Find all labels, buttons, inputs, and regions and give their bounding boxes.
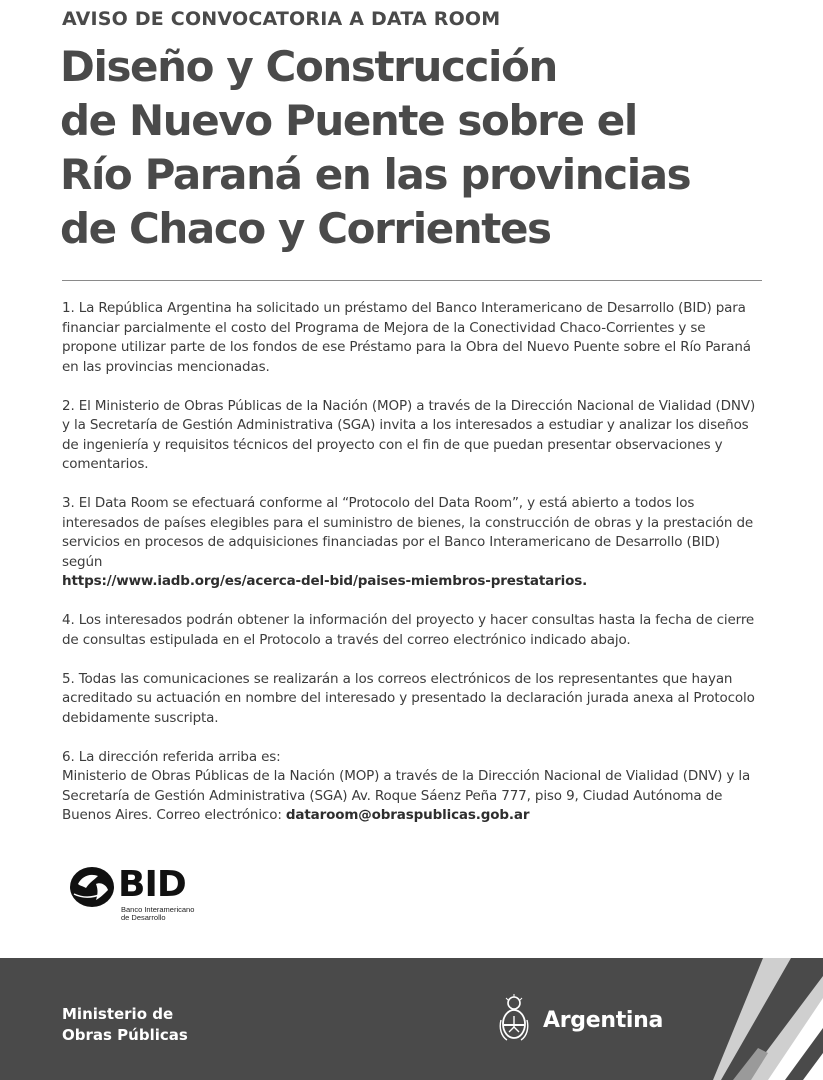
footer [0, 958, 823, 1080]
paragraph-3-text: 3. El Data Room se efectuará conforme al “Protocolo del Data Room”, y está abierto a todos los interesados de países elegibles para el suministro de bienes, la construcción de obras y la prestación de servicios en procesos de adquisiciones financiadas por el Banco Interamericano de Desarrollo (BID) según [62, 495, 754, 570]
paragraph-6-intro: 6. La dirección referida arriba es: [62, 748, 281, 765]
title-line: de Nuevo Puente sobre el [60, 96, 637, 145]
contact-email[interactable]: dataroom@obraspublicas.gob.ar [285, 807, 530, 823]
paragraph-2: 2. El Ministerio de Obras Públicas de la Nación (MOP) a través de la Dirección Nacional de Vialidad (DNV) y la Secretaría de Gestión Administrativa (SGA) invita a los interesados a estudiar y analizar los diseños de ingeniería y requisitos técnicos del proyecto con el fin de que puedan presentar observaciones y comentarios. [62, 397, 756, 472]
paragraph-1: 1. La República Argentina ha solicitado un préstamo del Banco Interamericano de Desarrollo (BID) para financiar parcialmente el costo del Programa de Mejora de la Conectividad Chaco-Corrientes y se propone utilizar parte de los fondos de ese Préstamo para la Obra del Nuevo Puente sobre el Río Paraná en las provincias mencionadas. [62, 300, 751, 375]
bid-subtitle [121, 906, 194, 922]
bid-globe-icon [68, 864, 116, 908]
paragraph-5: 5. Todas las comunicaciones se realizarán a los correos electrónicos de los representantes que hayan acreditado su actuación en nombre del interesado y presentado la declaración jurada anexa al Protocolo debidamente suscripta. [62, 670, 755, 726]
title-line: de Chaco y Corrientes [60, 204, 551, 253]
title-line: Río Paraná en las provincias [60, 150, 691, 199]
bid-wordmark: BID [118, 864, 186, 905]
bid-subtitle-line: de Desarrollo [121, 913, 166, 922]
paragraph-3 [62, 494, 762, 592]
ministry-name [62, 1004, 188, 1046]
page-title [60, 40, 780, 256]
paragraph-4: 4. Los interesados podrán obtener la información del proyecto y hacer consultas hasta la fecha de cierre de consultas estipulada en el Protocolo a través del correo electrónico indicado abajo. [62, 612, 755, 648]
notice-body [62, 299, 762, 845]
title-line: Diseño y Construcción [60, 42, 557, 91]
argentina-wordmark: Argentina [543, 1008, 664, 1033]
argentina-shield-icon [497, 994, 531, 1046]
eligible-countries-link[interactable]: https://www.iadb.org/es/acerca-del-bid/paises-miembros-prestatarios. [62, 573, 588, 589]
bid-logo [68, 862, 198, 924]
paragraph-6-body: Ministerio de Obras Públicas de la Nación (MOP) a través de la Dirección Nacional de Vialidad (DNV) y la Secretaría de Gestión Administrativa (SGA) Av. Roque Sáenz Peña 777, piso 9, Ciudad Autónoma de Buenos Aires. Correo electrónico: [62, 768, 751, 823]
divider [62, 280, 762, 281]
ministry-line: Ministerio de [62, 1005, 174, 1023]
kicker: AVISO DE CONVOCATORIA A DATA ROOM [62, 8, 501, 30]
bid-subtitle-line: Banco Interamericano [121, 905, 195, 914]
paragraph-6 [62, 748, 762, 826]
decorative-stripes [673, 958, 823, 1080]
ministry-line: Obras Públicas [62, 1026, 188, 1044]
